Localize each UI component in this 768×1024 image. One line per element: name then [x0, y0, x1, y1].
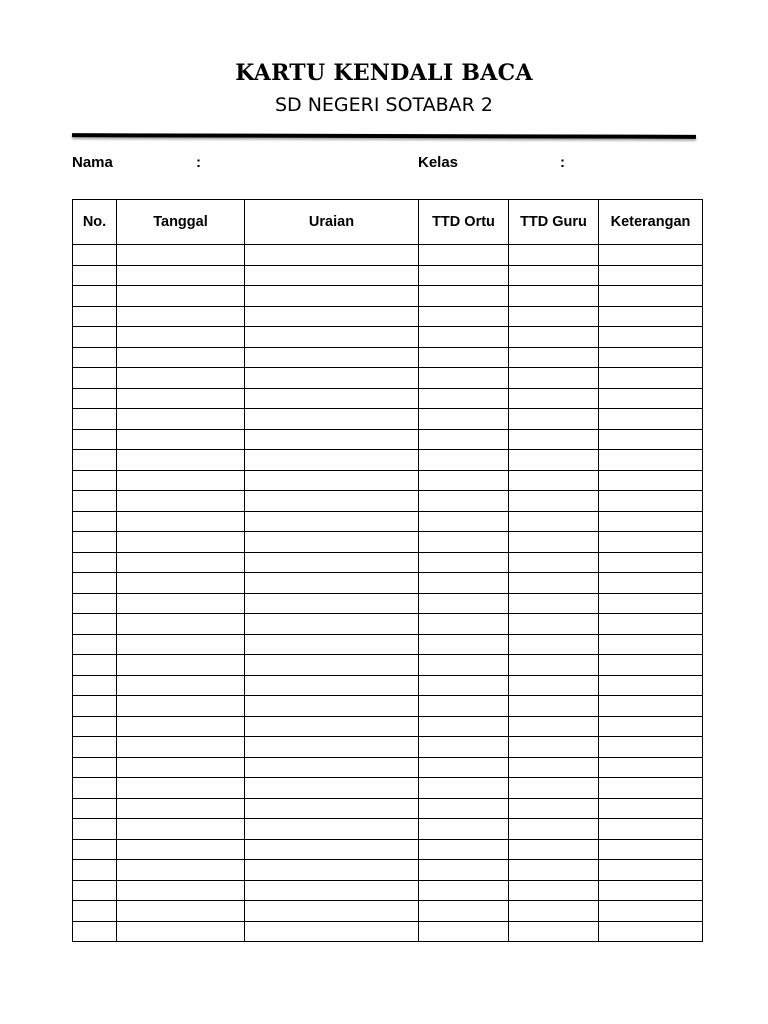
table-row [73, 593, 703, 614]
table-row [73, 327, 703, 348]
cell-parent-signature [419, 593, 509, 614]
table-row [73, 368, 703, 389]
cell-notes [599, 245, 703, 266]
cell-parent-signature [419, 696, 509, 717]
table-row [73, 532, 703, 553]
name-colon: : [196, 154, 201, 171]
table-row [73, 429, 703, 450]
cell-parent-signature [419, 347, 509, 368]
cell-notes [599, 696, 703, 717]
cell-no [73, 778, 117, 799]
cell-date [117, 819, 245, 840]
column-header-teacher-signature: TTD Guru [509, 200, 599, 245]
cell-description [245, 778, 419, 799]
column-header-no: No. [73, 200, 117, 245]
cell-date [117, 839, 245, 860]
cell-teacher-signature [509, 368, 599, 389]
cell-description [245, 634, 419, 655]
table-row [73, 614, 703, 635]
column-header-date: Tanggal [117, 200, 245, 245]
cell-date [117, 306, 245, 327]
cell-no [73, 491, 117, 512]
cell-no [73, 737, 117, 758]
cell-date [117, 573, 245, 594]
cell-teacher-signature [509, 245, 599, 266]
cell-teacher-signature [509, 778, 599, 799]
cell-teacher-signature [509, 634, 599, 655]
cell-parent-signature [419, 880, 509, 901]
cell-no [73, 716, 117, 737]
cell-no [73, 409, 117, 430]
cell-teacher-signature [509, 532, 599, 553]
cell-description [245, 839, 419, 860]
cell-parent-signature [419, 634, 509, 655]
cell-date [117, 798, 245, 819]
cell-teacher-signature [509, 901, 599, 922]
cell-notes [599, 921, 703, 942]
cell-description [245, 368, 419, 389]
cell-description [245, 245, 419, 266]
table-row [73, 921, 703, 942]
cell-notes [599, 450, 703, 471]
table-row [73, 450, 703, 471]
cell-date [117, 901, 245, 922]
table-row [73, 265, 703, 286]
cell-parent-signature [419, 737, 509, 758]
cell-teacher-signature [509, 552, 599, 573]
cell-description [245, 921, 419, 942]
cell-description [245, 614, 419, 635]
cell-parent-signature [419, 552, 509, 573]
cell-description [245, 737, 419, 758]
cell-date [117, 757, 245, 778]
table-row [73, 347, 703, 368]
cell-description [245, 327, 419, 348]
cell-notes [599, 388, 703, 409]
cell-description [245, 429, 419, 450]
cell-date [117, 716, 245, 737]
cell-description [245, 450, 419, 471]
cell-parent-signature [419, 819, 509, 840]
cell-no [73, 347, 117, 368]
cell-notes [599, 778, 703, 799]
cell-notes [599, 573, 703, 594]
cell-no [73, 860, 117, 881]
cell-notes [599, 737, 703, 758]
cell-description [245, 388, 419, 409]
reading-log-table [72, 199, 703, 942]
cell-description [245, 409, 419, 430]
cell-parent-signature [419, 409, 509, 430]
table-row [73, 880, 703, 901]
cell-teacher-signature [509, 347, 599, 368]
card-title: KARTU KENDALI BACA [235, 60, 533, 86]
cell-date [117, 327, 245, 348]
cell-no [73, 593, 117, 614]
cell-notes [599, 265, 703, 286]
cell-date [117, 347, 245, 368]
cell-description [245, 347, 419, 368]
cell-parent-signature [419, 450, 509, 471]
cell-date [117, 593, 245, 614]
cell-no [73, 327, 117, 348]
cell-description [245, 491, 419, 512]
table-row [73, 470, 703, 491]
cell-parent-signature [419, 265, 509, 286]
cell-teacher-signature [509, 860, 599, 881]
cell-notes [599, 532, 703, 553]
table-row [73, 798, 703, 819]
cell-parent-signature [419, 388, 509, 409]
cell-teacher-signature [509, 737, 599, 758]
cell-description [245, 880, 419, 901]
cell-description [245, 696, 419, 717]
cell-notes [599, 327, 703, 348]
cell-no [73, 470, 117, 491]
cell-description [245, 532, 419, 553]
cell-description [245, 552, 419, 573]
cell-teacher-signature [509, 675, 599, 696]
table-row [73, 675, 703, 696]
cell-description [245, 819, 419, 840]
cell-teacher-signature [509, 921, 599, 942]
cell-teacher-signature [509, 880, 599, 901]
table-row [73, 839, 703, 860]
cell-no [73, 573, 117, 594]
cell-parent-signature [419, 245, 509, 266]
cell-notes [599, 860, 703, 881]
cell-date [117, 491, 245, 512]
cell-description [245, 265, 419, 286]
class-label: Kelas [418, 154, 459, 171]
table-row [73, 860, 703, 881]
cell-date [117, 778, 245, 799]
cell-description [245, 757, 419, 778]
class-colon: : [560, 154, 565, 171]
cell-no [73, 511, 117, 532]
cell-parent-signature [419, 901, 509, 922]
column-header-notes: Keterangan [599, 200, 703, 245]
cell-date [117, 368, 245, 389]
cell-notes [599, 675, 703, 696]
cell-no [73, 819, 117, 840]
table-row [73, 286, 703, 307]
cell-parent-signature [419, 655, 509, 676]
cell-no [73, 265, 117, 286]
cell-description [245, 573, 419, 594]
cell-no [73, 757, 117, 778]
cell-notes [599, 614, 703, 635]
cell-description [245, 593, 419, 614]
cell-notes [599, 409, 703, 430]
cell-date [117, 409, 245, 430]
cell-no [73, 921, 117, 942]
cell-description [245, 798, 419, 819]
cell-notes [599, 429, 703, 450]
cell-teacher-signature [509, 614, 599, 635]
cell-date [117, 860, 245, 881]
table-row [73, 388, 703, 409]
cell-description [245, 286, 419, 307]
name-label: Nama [72, 154, 113, 171]
cell-notes [599, 819, 703, 840]
cell-date [117, 429, 245, 450]
table-row [73, 778, 703, 799]
cell-no [73, 655, 117, 676]
school-name: SD NEGERI SOTABAR 2 [274, 94, 494, 116]
cell-notes [599, 593, 703, 614]
cell-no [73, 675, 117, 696]
table-header-row [73, 200, 703, 245]
cell-parent-signature [419, 532, 509, 553]
cell-parent-signature [419, 921, 509, 942]
table-row [73, 655, 703, 676]
cell-no [73, 368, 117, 389]
cell-no [73, 552, 117, 573]
cell-teacher-signature [509, 573, 599, 594]
cell-no [73, 614, 117, 635]
cell-parent-signature [419, 798, 509, 819]
cell-date [117, 655, 245, 676]
cell-date [117, 737, 245, 758]
cell-notes [599, 306, 703, 327]
cell-parent-signature [419, 286, 509, 307]
table-row [73, 511, 703, 532]
cell-parent-signature [419, 614, 509, 635]
cell-notes [599, 491, 703, 512]
cell-parent-signature [419, 306, 509, 327]
table-row [73, 491, 703, 512]
cell-teacher-signature [509, 306, 599, 327]
cell-date [117, 470, 245, 491]
cell-no [73, 429, 117, 450]
cell-teacher-signature [509, 409, 599, 430]
cell-notes [599, 901, 703, 922]
cell-parent-signature [419, 675, 509, 696]
table-body [73, 245, 703, 942]
cell-no [73, 696, 117, 717]
cell-notes [599, 880, 703, 901]
cell-notes [599, 470, 703, 491]
cell-notes [599, 757, 703, 778]
table-row [73, 573, 703, 594]
cell-date [117, 552, 245, 573]
cell-date [117, 245, 245, 266]
cell-teacher-signature [509, 655, 599, 676]
cell-teacher-signature [509, 819, 599, 840]
table-row [73, 757, 703, 778]
cell-no [73, 388, 117, 409]
table-row [73, 737, 703, 758]
cell-date [117, 921, 245, 942]
cell-description [245, 901, 419, 922]
cell-parent-signature [419, 716, 509, 737]
table-row [73, 552, 703, 573]
table-row [73, 409, 703, 430]
cell-teacher-signature [509, 757, 599, 778]
cell-parent-signature [419, 491, 509, 512]
cell-notes [599, 798, 703, 819]
cell-parent-signature [419, 470, 509, 491]
cell-date [117, 450, 245, 471]
cell-teacher-signature [509, 265, 599, 286]
cell-teacher-signature [509, 491, 599, 512]
cell-description [245, 860, 419, 881]
cell-no [73, 306, 117, 327]
cell-teacher-signature [509, 470, 599, 491]
cell-date [117, 286, 245, 307]
cell-parent-signature [419, 511, 509, 532]
cell-description [245, 655, 419, 676]
cell-teacher-signature [509, 798, 599, 819]
cell-teacher-signature [509, 716, 599, 737]
cell-description [245, 470, 419, 491]
cell-no [73, 286, 117, 307]
cell-notes [599, 716, 703, 737]
cell-no [73, 532, 117, 553]
cell-notes [599, 511, 703, 532]
cell-no [73, 245, 117, 266]
table-row [73, 819, 703, 840]
table-row [73, 696, 703, 717]
cell-parent-signature [419, 327, 509, 348]
cell-teacher-signature [509, 696, 599, 717]
cell-parent-signature [419, 839, 509, 860]
cell-no [73, 634, 117, 655]
cell-no [73, 798, 117, 819]
cell-teacher-signature [509, 327, 599, 348]
cell-date [117, 265, 245, 286]
cell-notes [599, 634, 703, 655]
cell-date [117, 532, 245, 553]
header-divider [72, 133, 696, 139]
cell-teacher-signature [509, 450, 599, 471]
cell-parent-signature [419, 778, 509, 799]
cell-teacher-signature [509, 388, 599, 409]
cell-date [117, 388, 245, 409]
cell-parent-signature [419, 573, 509, 594]
cell-description [245, 306, 419, 327]
cell-description [245, 675, 419, 696]
cell-description [245, 716, 419, 737]
cell-date [117, 675, 245, 696]
column-header-description: Uraian [245, 200, 419, 245]
table-row [73, 901, 703, 922]
cell-notes [599, 368, 703, 389]
cell-parent-signature [419, 429, 509, 450]
cell-date [117, 696, 245, 717]
cell-description [245, 511, 419, 532]
cell-notes [599, 286, 703, 307]
cell-notes [599, 552, 703, 573]
cell-no [73, 839, 117, 860]
cell-no [73, 880, 117, 901]
cell-teacher-signature [509, 839, 599, 860]
cell-notes [599, 655, 703, 676]
column-header-parent-signature: TTD Ortu [419, 200, 509, 245]
table-row [73, 245, 703, 266]
cell-parent-signature [419, 757, 509, 778]
cell-parent-signature [419, 860, 509, 881]
cell-parent-signature [419, 368, 509, 389]
cell-teacher-signature [509, 286, 599, 307]
table-row [73, 634, 703, 655]
cell-teacher-signature [509, 511, 599, 532]
cell-date [117, 634, 245, 655]
cell-teacher-signature [509, 593, 599, 614]
cell-date [117, 511, 245, 532]
table-row [73, 306, 703, 327]
cell-date [117, 880, 245, 901]
cell-notes [599, 839, 703, 860]
cell-date [117, 614, 245, 635]
cell-no [73, 901, 117, 922]
table-row [73, 716, 703, 737]
cell-no [73, 450, 117, 471]
cell-teacher-signature [509, 429, 599, 450]
cell-notes [599, 347, 703, 368]
